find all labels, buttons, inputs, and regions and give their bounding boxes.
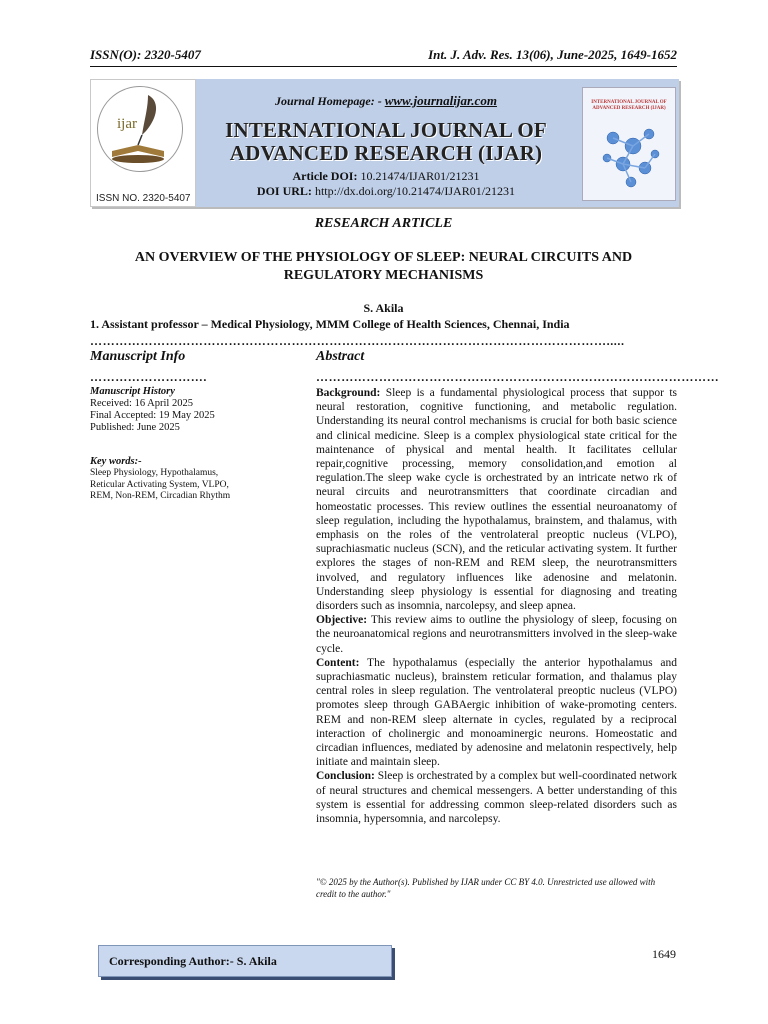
abstract-heading: Abstract	[316, 349, 365, 364]
content-text: The hypothalamus (especially the anterior hypothalamus and suprachiasmatic nucleus), brainstem reticular formation, and thalamus play central roles in sleep regulation. The ventrolateral preoptic nucleus (VLPO) promotes sleep through GABAergic inhibition of wake-promoting centers. REM and non-REM sleep alternate in cycles, regulated by a reciprocal interaction of cholinergic and monoaminergic neurons. Homeostatic and circadian influences, mediated by adenosine and melatonin respectively, help initiate and maintain sleep.	[316, 656, 677, 769]
doi-url-link[interactable]: http://dx.doi.org/10.21474/IJAR01/21231	[314, 184, 516, 198]
article-title-line2: REGULATORY MECHANISMS	[283, 268, 484, 283]
conclusion-label: Conclusion:	[316, 770, 375, 783]
ijar-logo	[97, 86, 183, 172]
journal-title-line1: INTERNATIONAL JOURNAL OF	[225, 118, 547, 142]
abstract-content	[316, 656, 677, 770]
final-accepted-date: Final Accepted: 19 May 2025	[90, 410, 215, 421]
manuscript-dots: ……………………….	[90, 370, 207, 384]
journal-homepage	[196, 93, 576, 109]
issn-label: ISSN(O): 2320-5407	[90, 47, 201, 62]
objective-label: Objective:	[316, 614, 368, 627]
author-affiliation: 1. Assistant professor – Medical Physiology, MMM College of Health Sciences, Chennai, India	[90, 317, 570, 331]
background-label: Background:	[316, 387, 381, 399]
journal-title	[196, 119, 576, 165]
manuscript-info	[90, 386, 290, 503]
received-date: Received: 16 April 2025	[90, 398, 193, 409]
citation-label: Int. J. Adv. Res. 13(06), June-2025, 1649-1652	[428, 47, 677, 62]
section-label: RESEARCH ARTICLE	[314, 216, 453, 231]
article-title	[90, 249, 677, 285]
objective-text: This review aims to outline the physiology of sleep, focusing on the neuroanatomical regions and neurotransmitters involved in the sleep-wake cycle.	[316, 614, 677, 655]
author-name: S. Akila	[363, 301, 404, 315]
page-number: 1649	[652, 947, 676, 961]
published-date: Published: June 2025	[90, 422, 180, 433]
abstract-body	[316, 386, 677, 826]
keywords-heading: Key words:-	[90, 456, 142, 467]
homepage-label: Journal Homepage: -	[275, 94, 382, 108]
running-header	[90, 47, 677, 65]
banner-center	[196, 79, 576, 207]
keywords-line: Sleep Physiology, Hypothalamus,	[90, 468, 219, 478]
quill-book-icon	[98, 87, 182, 171]
abstract-conclusion	[316, 769, 677, 826]
manuscript-info-heading: Manuscript Info	[90, 349, 186, 364]
corresponding-author-box	[98, 945, 392, 977]
keywords-list	[90, 468, 290, 503]
logo-panel	[90, 79, 196, 207]
background-text: Sleep is a fundamental physiological process that suppor ts neural restoration, cognitive functioning, and metabolic regulation. Understanding its neural control mechanisms is crucial for both basic science and clinical medicine. Sleep is a complex physiological state critical for the maintenance of physical and mental health. It facilitates cellular repair,cognitive processing, memory consolidation,and emotion al regulation.The sleep wake cycle is orchestrated by an intricate netwo rk of neural circuits and neurotransmitters that coordinate circadian and homeostatic processes. This review outlines the essential neuroanatomy of sleep regulation, including the hypothalamus, brainstem, and thalamus, with emphasis on the roles of the ventrolateral preoptic nucleus (VLPO), suprachiasmatic nucleus (SCN), and the reticular activating system. It further explores the stages of non-REM and REM sleep, the neurotransmitters involved, and regulatory influences like adenosine and melatonin. Understanding sleep physiology is essential for diagnosing and treating disorders such as insomnia, narcolepsy, and sleep apnea.	[316, 387, 677, 613]
header-rule	[90, 66, 677, 67]
content-label: Content:	[316, 656, 360, 669]
logo-text: ijar	[117, 116, 137, 132]
separator-dots: …………………………………………………………………………………………………………….....	[90, 334, 625, 348]
banner-right	[576, 79, 679, 207]
abstract-dots: ……………………………………………………………………………………	[316, 370, 720, 384]
corresponding-author: Corresponding Author:- S. Akila	[109, 954, 277, 968]
keywords-line: Reticular Activating System, VLPO,	[90, 479, 229, 490]
journal-cover-thumbnail	[582, 87, 676, 201]
abstract-objective	[316, 613, 677, 656]
article-doi: 10.21474/IJAR01/21231	[360, 169, 480, 183]
keywords-line: REM, Non-REM, Circadian Rhythm	[90, 491, 231, 501]
article-doi-label: Article DOI:	[292, 169, 358, 183]
cover-title: INTERNATIONAL JOURNAL OF ADVANCED RESEARCH (IJAR)	[591, 100, 667, 111]
logo-issn: ISSN NO. 2320-5407	[96, 193, 191, 204]
homepage-link[interactable]: www.journalijar.com	[384, 93, 497, 108]
history-heading: Manuscript History	[90, 386, 175, 397]
journal-title-line2: ADVANCED RESEARCH (IJAR)	[229, 141, 543, 165]
molecule-icon	[583, 88, 675, 200]
abstract-background	[316, 386, 677, 613]
doi-block	[196, 169, 576, 199]
journal-banner	[90, 79, 679, 207]
conclusion-text: Sleep is orchestrated by a complex but well-coordinated network of neural structures and chemical messengers. A better understanding of this system is essential for addressing common sleep-related disorders such as insomnia, hypersomnia, and narcolepsy.	[316, 770, 677, 826]
license-note: "© 2025 by the Author(s). Published by IJAR under CC BY 4.0. Unrestricted use allowed with credit to the author."	[316, 877, 656, 899]
article-title-line1: AN OVERVIEW OF THE PHYSIOLOGY OF SLEEP: NEURAL CIRCUITS AND	[134, 250, 633, 265]
doi-url-label: DOI URL:	[256, 184, 312, 198]
